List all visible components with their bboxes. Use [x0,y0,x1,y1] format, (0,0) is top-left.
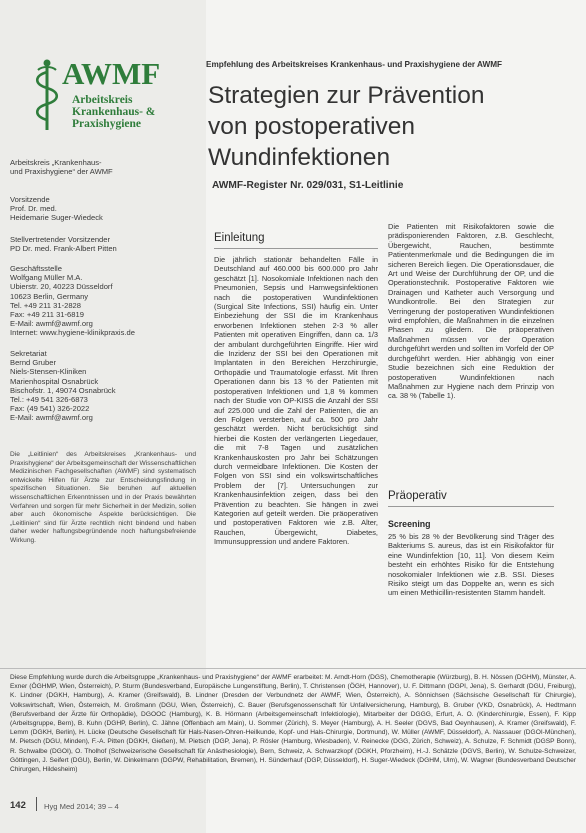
office-line: Wolfgang Müller M.A. [10,273,83,283]
logo-title: AWMF [62,56,161,91]
body-screening: 25 % bis 28 % der Bevölkerung sind Träger des Bakteriums S. aureus, das ist ein Risikofaktor für eine Wundinfektion [10, 11]. Von diesem Keim besteht ein erhöhtes Risiko für die Entstehung nosokomialer Infektionen wie z.B. SSI. Dieses Risiko steigt um das Doppelte an, wenn es sich um einen Methicillin-resistenten Stamm handelt. [388,532,554,598]
secretary-line: Marienhospital Osnabrück [10,376,99,386]
article-title [208,80,568,173]
logo-line: Arbeitskreis [72,94,133,106]
body-column-1: Die jährlich stationär behandelten Fälle in Deutschland auf 460.000 bis 600.000 pro Jahr geschätzt [1]. Nosokomiale Infektionen nach den Pneumonien, Sepsis und Harnwegsinfektionen nach die postoperativen Wundinfektionen (Surgical Site Infections, SSI) häufig ein. Unter Einbeziehung der SSI die im Krankenhaus erworbenen Infektionen stehen 2-3 % aller Patienten mit operativen Eingriffen, dann ca. 1/3 der ambulant durchgeführten Eingriffe. Hier wird die Inzidenz der SSI bei den Operationen mit Implantaten in den Bereichen Herzchirurgie, Orthopädie und Traumatologie erfasst. Mit Ihren Operationen dann bis 13 % der Patienten mit postoperativen Infektionen und 1,8 % kommen nach der Studie von OP-KISS die Anzahl der SSI auf 225.000 und die Zahl der Patienten, die an den Folgen versterben, auf ca. 500 pro Jahr geschätzt werden. Nicht berücksichtigt sind hierbei die Kosten der verlängerten Liegedauer, die mit 7-8 Tagen und zusätzlichen Krankenhauskosten pro Jahr bei Schätzungen durch vermeidbare Infektionen. Die Kosten der Folgen von SSI sind ein volkswirtschaftliches Problem der [7]. Untersuchungen zur Krankenhausinfektion zeigen, dass bei den Prävention zu beachten. Sie hängen in zwei Kategorien auf geteilt werden. Die präoperativen und postoperativen Faktoren wie z.B. Alter, Rauchen, Übergewicht, Diabetes, Immunsuppression und andere Faktoren. [214,255,378,547]
office-line: Internet: www.hygiene-klinikpraxis.de [10,328,135,338]
logo-line: Praxishygiene [72,118,141,130]
sidebar-intro [10,158,196,176]
secretary-line: Bernd Gruber [10,358,57,368]
office-line: E-Mail: awmf@awmf.org [10,319,93,329]
secretary-line: Fax: (49 541) 326-2022 [10,404,90,414]
section-title-preop: Präoperativ [388,490,447,502]
page-number: 142 [10,800,26,811]
secretary-line: Tel.: +49 541 326-6873 [10,395,88,405]
journal-citation: Hyg Med 2014; 39 – 4 [44,802,119,811]
author-footnote: Diese Empfehlung wurde durch die Arbeitsgruppe „Krankenhaus- und Praxishygiene“ der AWMF erarbeitet: M. Arndt-Horn (DGS), Chemotherapie (Würzburg), B. H. Nössen (DGHM), Münster, A. Exner (ÖGHMP, Wien, Österreich), P. Sturm (Bundesverband, Europäische Lungenstiftung, Berlin), T. Christensen (ÖGH, Hannover), U. F. Dittmann (DGPI, Jena), S. Gerhardt (DGU, Freiburg), K. Lindner (DGKH, Hamburg), A. Kramer (Greifswald), B. Lindner (Dresden der Verbundnetz der AWMF, Wien, Österreich), A. Sönnichsen (Sächsische Gesellschaft für Chirurgie), Volkswirtschaft, Wien, Österreich, M. Großmann (DGU, Wien, Österreich), C. Bauer (Berufsgenossenschaft für Unfallversicherung, Hamburg), B. Gruber (VKD, Osnabrück), A. Hedtmann (Berufsverband der Ärzte für Orthopädie), DGOOC (Hamburg), K. B. Hörmann (Arbeitsgemeinschaft Infektiologie), Mitarbeiter der DGGG, Erfurt, A. O. (Kinderchirurgie, Essen), F. Kipp (Arbeitsgruppe, Bern), B. Kuhn (DGHP, Berlin), C. Jähne (Offenbach am Main), U. Sommer (Zürich), S. Meyer (Hamburg), A. H. Seeler (DGVS, Bad Oeynhausen), A. Kramer (Greifswald), F. Lemm (DGKH, Berlin), H. Lücke (Deutsche Gesellschaft für Hals-Nasen-Ohren-Heilkunde, Kopf- und Hals-Chirurgie, Dortmund), W. Müller (AWMF, Düsseldorf), A. Nassauer (DGOI-München), M. Pietsch (DGU, Minden), F.-A. Pitten (DGKH, Gießen), M. Pietsch (DGP, Jena), P. Rösler (Hamburg, Wiesbaden), V. Reinecke (DGG, Zürich, Schweiz), A. Schulze, F. Schmidt (DGSP Bonn), R. Schwalbe (DGOI), O. Tholhof (Schweizerische Gesellschaft für Anästhesiologie), Bern, Schweiz, A. Schwarzkopf (DGKH, Pforzheim), H.-J. Schätzle (DGVS, Berlin), W. Schulze-Schweizer, Göttingen, J. Seifert (DGU), Berlin, W. Dinkelmann (DGPW, Rehabilitation, Bremen), H. Sünderhauf (DGP, Düsseldorf), H. Suger-Wiedeck (DGHM, Ulm), W. Wagner (Bundesverband Deutscher Chirurgen, Hildesheim) [10,674,576,774]
article-kicker: Empfehlung des Arbeitskreises Krankenhaus- und Praxishygiene der AWMF [206,60,503,69]
logo-subtitle [72,94,155,130]
title-line: von postoperativen [208,113,416,140]
awmf-logo [30,56,200,136]
title-line: Wundinfektionen [208,144,391,171]
title-line: Strategien zur Prävention [208,82,485,109]
body-column-2: Die Patienten mit Risikofaktoren sowie die prädisponierenden Faktoren, z.B. Geschlecht, Übergewicht, Rauchen, bestimmte Patientenmerkmale und die Bedingungen die im sicheren Bereich liegen. Die Operationsdauer, die Art und Weise der Durchführung der OP, und die Operationstechnik. Postoperative Faktoren wie Drainagen und Katheter auch Versorgung und Wundkontrolle. Bei den Strategien zur Verringerung der postoperativen Wundinfektionen wird empfohlen, die Maßnahmen in die einzelnen Phasen zu gliedern. Die präoperativen Maßnahmen müssen vor der Operation durchgeführt werden und sollten im Vorfeld der OP durchgeführt werden. Hier abhängig von einer Studie bezeichnen sich eine Reduktion der postoperativen Wundinfektionen nach Maßnahmen zur Hygiene nach dem Prinzip von ca. 38 % (Tabelle 1). [388,222,554,401]
office-line: Geschäftsstelle [10,264,62,273]
sidebar-disclaimer: Die „Leitlinien“ des Arbeitskreises „Krankenhaus- und Praxishygiene“ der Arbeitsgemeinschaft der Wissenschaftlichen Medizinischen Fachgesellschaften (AWMF) sind systematisch entwickelte Hilfen für Ärzte zur Entscheidungsfindung in spezifischen Situationen. Sie beruhen auf aktuellen wissenschaftlichen Erkenntnissen und in der Praxis bewährten Verfahren und sorgen für mehr Sicherheit in der Medizin, sollen aber auch ökonomische Aspekte berücksichtigen. Die „Leitlinien“ sind für Ärzte rechtlich nicht bindend und haben daher weder haftungsbegründende noch haftungsbefreiende Wirkung. [10,451,196,544]
sidebar-vice [10,235,196,253]
secretary-line: Bischofstr. 1, 49074 Osnabrück [10,385,116,395]
secretary-line: Niels-Stensen-Kliniken [10,367,87,377]
office-line: 10623 Berlin, Germany [10,291,89,301]
sidebar-office [10,264,196,338]
footnote-divider [0,668,586,669]
office-line: Ubierstr. 20, 40223 Düsseldorf [10,282,113,292]
sidebar-secretary [10,349,196,423]
chair-line: Heidemarie Suger-Wiedeck [10,213,103,223]
vice-line: PD Dr. med. Frank-Albert Pitten [10,244,117,254]
intro-line: und Praxishygiene“ der AWMF [10,167,113,177]
secretary-line: Sekretariat [10,349,47,358]
caduceus-icon [30,58,64,132]
secretary-line: E-Mail: awmf@awmf.org [10,413,93,423]
register-number: AWMF-Register Nr. 029/031, S1-Leitlinie [212,180,404,191]
chair-line: Vorsitzende [10,195,50,204]
intro-line: Arbeitskreis „Krankenhaus- [10,158,102,167]
logo-line: Krankenhaus- & [72,106,156,118]
office-line: Fax: +49 211 31-6819 [10,310,84,320]
sidebar-chair [10,195,196,223]
footer-divider [36,797,37,811]
section-divider [388,506,554,507]
chair-line: Prof. Dr. med. [10,204,57,214]
section-divider [214,248,378,249]
office-line: Tel. +49 211 31-2828 [10,300,82,310]
vice-line: Stellvertretender Vorsitzender [10,235,111,244]
section-title-intro: Einleitung [214,232,265,244]
subhead-screening: Screening [388,519,431,529]
